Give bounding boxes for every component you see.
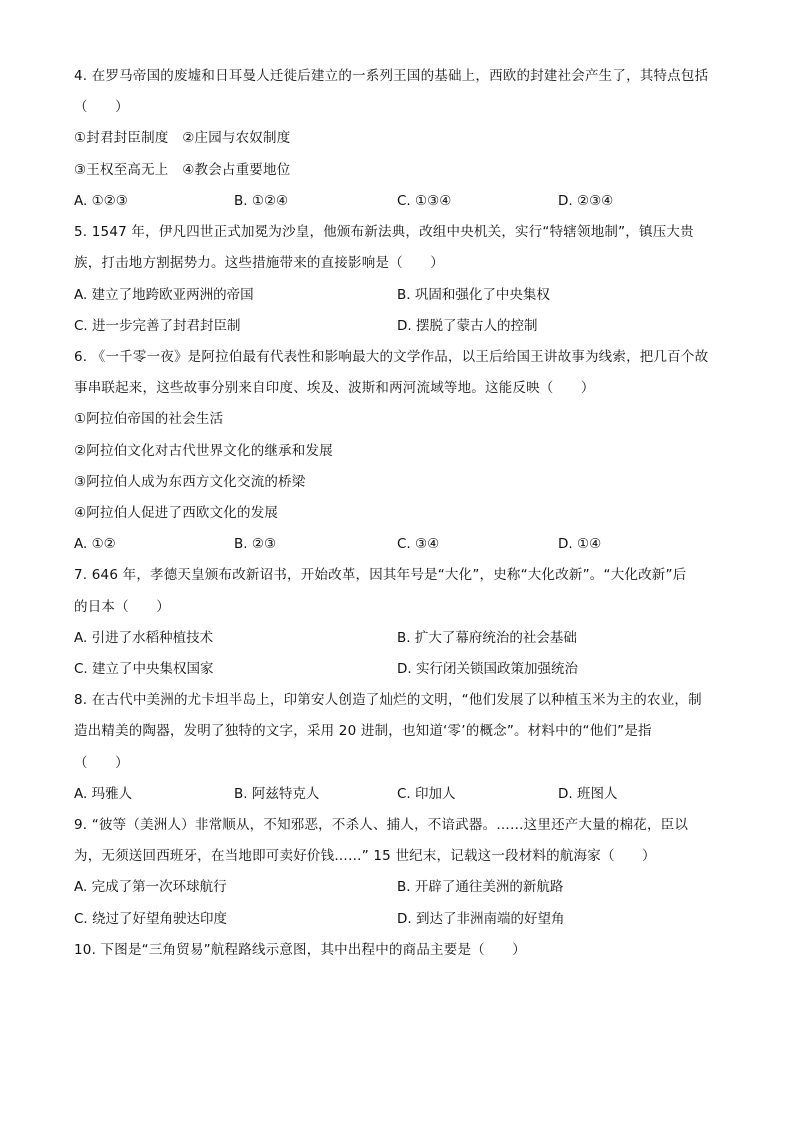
q6-statement-4: ④阿拉伯人促进了西欧文化的发展 [74, 505, 279, 521]
q7-option-c[interactable]: C. 建立了中央集权国家 [74, 661, 214, 677]
q8-stem-line-2: 造出精美的陶器，发明了独特的文字，采用 20 进制，也知道‘零’的概念”。材料中的“他们”是指 [74, 723, 652, 739]
q5-option-a[interactable]: A. 建立了地跨欧亚两洲的帝国 [74, 287, 254, 303]
q5-stem-line-1: 5. 1547 年，伊凡四世正式加冕为沙皇，他颁布新法典，改组中央机关，实行“特辖领地制”，镇压大贵 [74, 224, 694, 240]
q8-stem-line-3: （ ） [74, 755, 129, 771]
q5-option-c[interactable]: C. 进一步完善了封君封臣制 [74, 318, 241, 334]
q7-stem-line-2: 的日本（ ） [74, 599, 170, 615]
q8-stem-line-1: 8. 在古代中美洲的尤卡坦半岛上，印第安人创造了灿烂的文明，“他们发展了以种植玉米为主的农业，制 [74, 692, 702, 708]
q6-stem-line-2: 事串联起来，这些故事分别来自印度、埃及、波斯和两河流域等地。这能反映（ ） [74, 380, 595, 396]
q4-option-a[interactable]: A. ①②③ [74, 193, 128, 209]
q6-option-b[interactable]: B. ②③ [234, 536, 277, 552]
q5-stem-line-2: 族，打击地方割据势力。这些措施带来的直接影响是（ ） [74, 255, 444, 271]
q5-option-d[interactable]: D. 摆脱了蒙古人的控制 [397, 318, 538, 334]
q6-statement-1: ①阿拉伯帝国的社会生活 [74, 411, 224, 427]
q6-statement-3: ③阿拉伯人成为东西方文化交流的桥梁 [74, 474, 306, 490]
q7-option-a[interactable]: A. 引进了水稻种植技术 [74, 630, 214, 646]
q4-option-b[interactable]: B. ①②④ [234, 193, 289, 209]
q4-statement-1: ①封君封臣制度 ②庄园与农奴制度 [74, 130, 291, 146]
q8-option-b[interactable]: B. 阿兹特克人 [234, 786, 320, 802]
q5-option-b[interactable]: B. 巩固和强化了中央集权 [397, 287, 550, 303]
q4-stem-line-1: 4. 在罗马帝国的废墟和日耳曼人迁徙后建立的一系列王国的基础上，西欧的封建社会产生了，其特点包括 [74, 68, 709, 84]
q8-option-d[interactable]: D. 班图人 [558, 786, 618, 802]
q8-option-a[interactable]: A. 玛雅人 [74, 786, 133, 802]
q9-option-a[interactable]: A. 完成了第一次环球航行 [74, 879, 227, 895]
q9-stem-line-2: 为，无须送回西班牙，在当地即可卖好价钱……” 15 世纪末，记载这一段材料的航海家（ ） [74, 848, 656, 864]
q10-stem-line-1: 10. 下图是“三角贸易”航程路线示意图，其中出程中的商品主要是（ ） [74, 942, 526, 958]
q6-stem-line-1: 6. 《一千零一夜》是阿拉伯最有代表性和影响最大的文学作品，以王后给国王讲故事为线索，把几百个故 [74, 349, 709, 365]
q4-option-d[interactable]: D. ②③④ [558, 193, 614, 209]
q9-stem-line-1: 9. “彼等（美洲人）非常顺从，不知邪恶，不杀人、捕人，不谙武器。……这里还产大量的棉花，臣以 [74, 817, 689, 833]
q4-statement-2: ③王权至高无上 ④教会占重要地位 [74, 162, 291, 178]
q9-option-b[interactable]: B. 开辟了通往美洲的新航路 [397, 879, 564, 895]
q7-option-d[interactable]: D. 实行闭关锁国政策加强统治 [397, 661, 578, 677]
q6-option-a[interactable]: A. ①② [74, 536, 116, 552]
q7-option-b[interactable]: B. 扩大了幕府统治的社会基础 [397, 630, 577, 646]
q6-option-c[interactable]: C. ③④ [397, 536, 440, 552]
q7-stem-line-1: 7. 646 年，孝德天皇颁布改新诏书，开始改革，因其年号是“大化”，史称“大化改新”。“大化改新”后 [74, 567, 687, 583]
q6-option-d[interactable]: D. ①④ [558, 536, 602, 552]
q9-option-c[interactable]: C. 绕过了好望角驶达印度 [74, 911, 228, 927]
q4-option-c[interactable]: C. ①③④ [397, 193, 452, 209]
q6-statement-2: ②阿拉伯文化对古代世界文化的继承和发展 [74, 443, 333, 459]
q9-option-d[interactable]: D. 到达了非洲南端的好望角 [397, 911, 565, 927]
q4-stem-line-2: （ ） [74, 99, 129, 115]
q8-option-c[interactable]: C. 印加人 [397, 786, 456, 802]
